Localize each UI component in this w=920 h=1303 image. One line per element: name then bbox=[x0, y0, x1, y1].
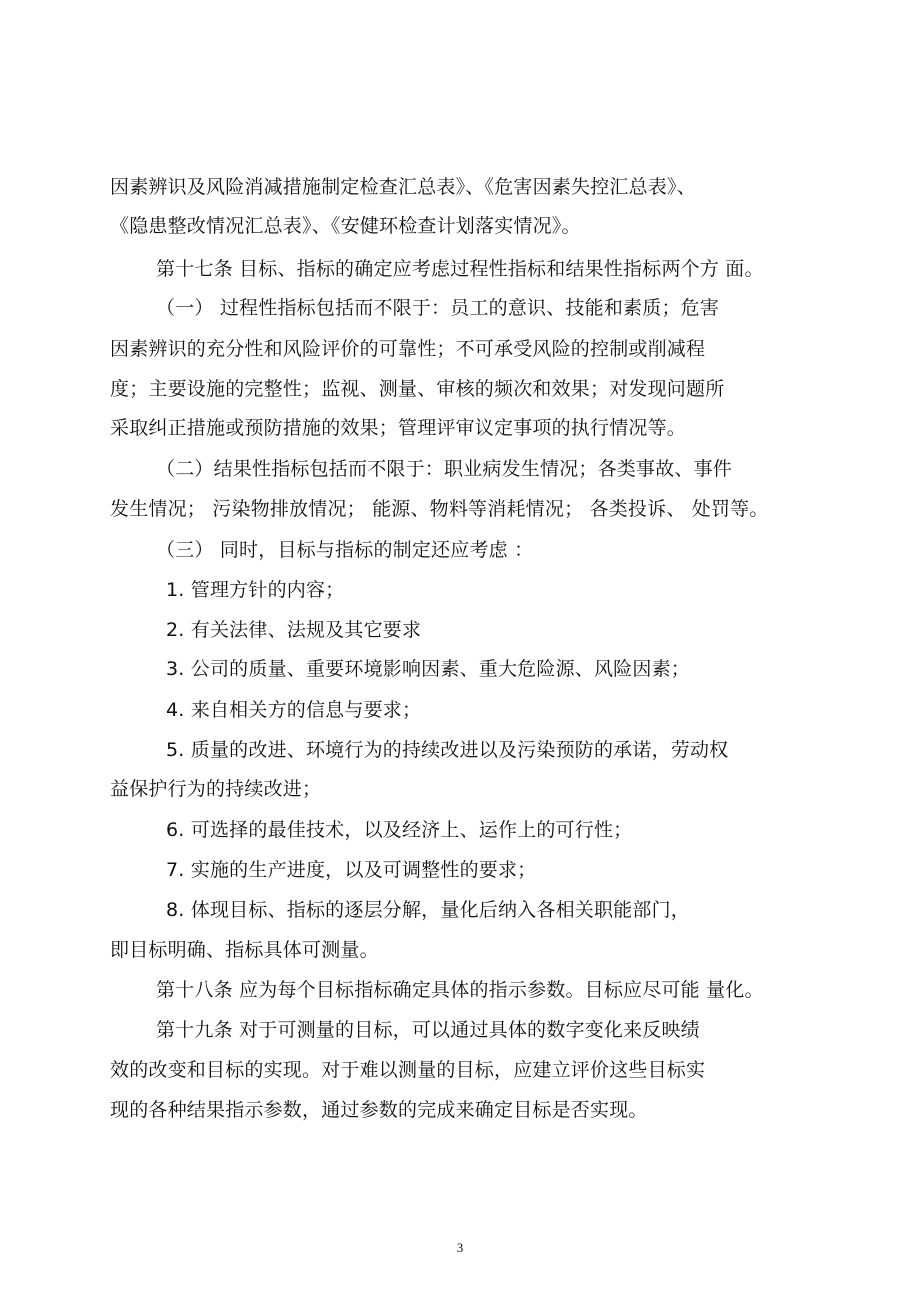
text-line: （三） 同时，目标与指标的制定还应考虑 ： bbox=[156, 539, 534, 561]
page-number: 3 bbox=[456, 1240, 464, 1255]
text-line: 度；主要设施的完整性；监视、测量、审核的频次和效果；对发现问题所 bbox=[110, 378, 725, 400]
list-item: 2. 有关法律、法规及其它要求 bbox=[166, 619, 422, 641]
text-line: 采取纠正措施或预防措施的效果；管理评审议定事项的执行情况等。 bbox=[110, 417, 687, 439]
text-line: 益保护行为的持续改进； bbox=[110, 778, 322, 800]
text-line: 效的改变和目标的实现。对于难以测量的目标，应建立评价这些目标实 bbox=[110, 1059, 706, 1081]
list-item: 8. 体现目标、指标的逐层分解，量化后纳入各相关职能部门， bbox=[166, 899, 690, 921]
text-line: （二）结果性指标包括而不限于：职业病发生情况；各类事故、事件 bbox=[156, 458, 733, 480]
list-item: 7. 实施的生产进度，以及可调整性的要求； bbox=[166, 859, 537, 881]
text-line: 发生情况； 污染物排放情况； 能源、物料等消耗情况； 各类投诉、 处罚等。 bbox=[110, 498, 769, 520]
article-19-heading: 第十九条 对于可测量的目标，可以通过具体的数字变化来反映绩 bbox=[156, 1019, 700, 1041]
list-item: 6. 可选择的最佳技术，以及经济上、运作上的可行性； bbox=[166, 819, 633, 841]
list-item: 4. 来自相关方的信息与要求； bbox=[166, 699, 422, 721]
list-item: 3. 公司的质量、重要环境影响因素、重大危险源、风险因素； bbox=[166, 658, 690, 680]
text-line: 现的各种结果指示参数，通过参数的完成来确定目标是否实现。 bbox=[110, 1099, 648, 1121]
text-line: 《隐患整改情况汇总表》、《安健环检查计划落实情况》。 bbox=[110, 215, 581, 237]
article-18-heading: 第十八条 应为每个目标指标确定具体的指示参数。目标应尽可能 量化。 bbox=[156, 979, 764, 1001]
text-line: 即目标明确、指标具体可测量。 bbox=[110, 939, 379, 961]
list-item: 1. 管理方针的内容； bbox=[166, 579, 345, 601]
text-line: （一） 过程性指标包括而不限于：员工的意识、技能和素质；危害 bbox=[156, 297, 720, 319]
text-line: 因素辨识及风险消减措施制定检查汇总表》、《危害因素失控汇总表》、 bbox=[110, 176, 696, 198]
text-line: 因素辨识的充分性和风险评价的可靠性；不可承受风险的控制或削减程 bbox=[110, 338, 706, 360]
list-item: 5. 质量的改进、环境行为的持续改进以及污染预防的承诺，劳动权 bbox=[166, 739, 729, 761]
article-17-heading: 第十七条 目标、指标的确定应考虑过程性指标和结果性指标两个方 面。 bbox=[156, 258, 764, 280]
